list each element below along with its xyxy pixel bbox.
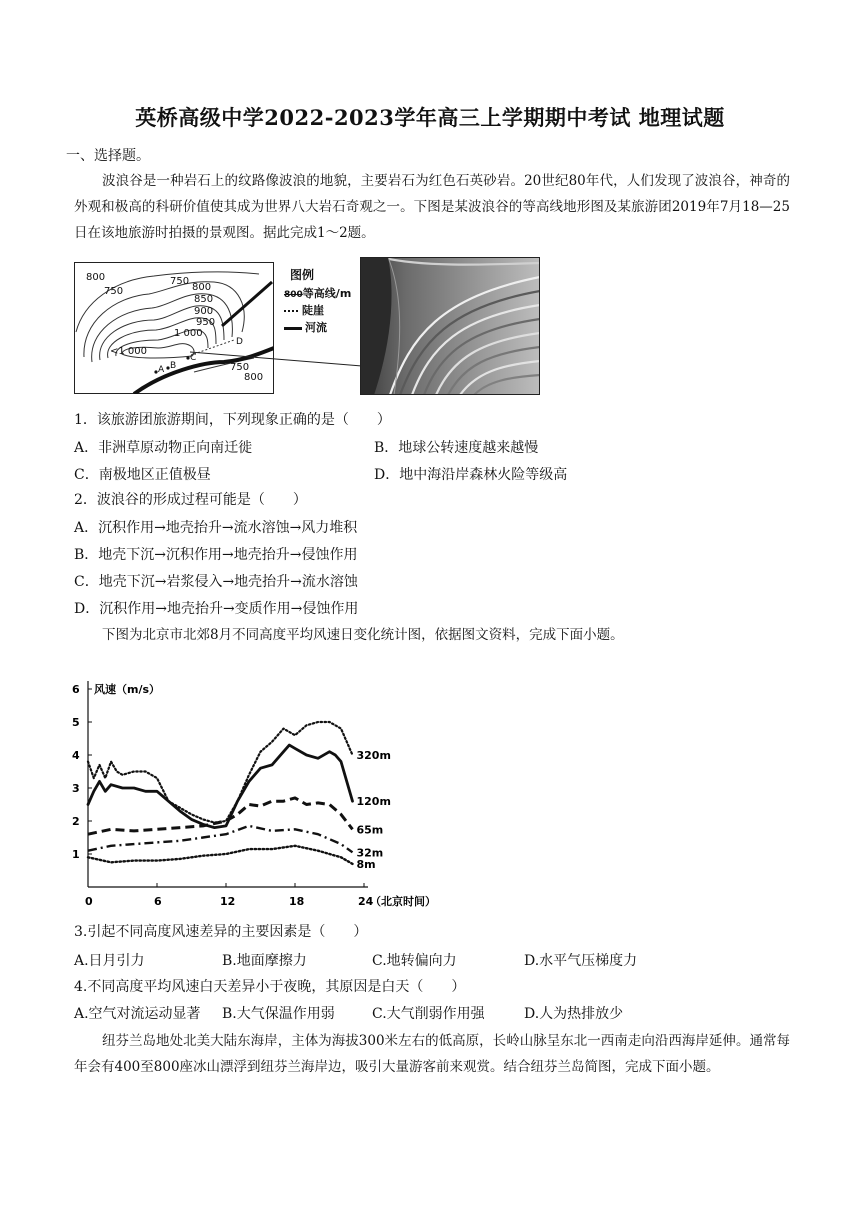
x-tick-label-6: 6 [154, 895, 162, 908]
y-tick-label-6: 6 [72, 683, 80, 696]
contour-label-850: 850 [194, 294, 214, 305]
q4-option-a[interactable]: A.空气对流运动显著 [74, 1006, 201, 1022]
y-tick-label-2: 2 [72, 815, 80, 828]
point-label-a: A [158, 365, 165, 375]
contour-label-lt1000: <1 000 [110, 346, 148, 357]
legend-contour: 800等高线/m [284, 287, 352, 300]
intro-paragraph-3: 纽芬兰岛地处北美大陆东海岸，主体为海拔300米左右的低高原，长岭山脉呈东北一西南走向沿西海岸延伸。通常每年会有400至800座冰山漂浮到纽芬兰海岸边，吸引大量游客前来观赏。结合纽芬兰岛简图，完成下面小题。 [74, 1033, 790, 1075]
contour-label-800c: 800 [244, 372, 264, 383]
series-line-320m [88, 722, 353, 823]
landscape-photo [360, 257, 540, 395]
x-tick-label-12: 12 [220, 895, 236, 908]
chart-series [88, 722, 353, 864]
question-3-stem: 3.引起不同高度风速差异的主要因素是（ ） [74, 924, 368, 940]
y-tick-label-1: 1 [72, 848, 80, 861]
series-line-32m [88, 826, 353, 852]
contour-label-900: 900 [194, 306, 214, 317]
contour-label-800b: 800 [192, 282, 212, 293]
point-label-c: C [190, 353, 197, 363]
q2-option-c[interactable]: C．地壳下沉→岩浆侵入→地壳抬升→流水溶蚀 [74, 574, 358, 590]
contour-label-800a: 800 [86, 272, 106, 283]
point-label-d: D [236, 337, 243, 347]
question-1-stem: 1．该旅游团旅游期间，下列现象正确的是（ ） [74, 412, 391, 428]
contour-label-1000: 1 000 [174, 328, 203, 339]
series-label-8m: 8m [356, 857, 376, 871]
q1-option-c[interactable]: C．南极地区正值极昼 [74, 467, 211, 483]
series-line-8m [88, 846, 353, 864]
q3-option-c[interactable]: C.地转偏向力 [372, 953, 457, 969]
section-heading: 一、选择题。 [66, 148, 150, 164]
q4-option-c[interactable]: C.大气削弱作用强 [372, 1006, 485, 1022]
x-tick-label-18: 18 [289, 895, 305, 908]
cliff-symbol-icon [284, 310, 298, 312]
q2-option-a[interactable]: A．沉积作用→地壳抬升→流水溶蚀→风力堆积 [74, 520, 358, 536]
q2-option-d[interactable]: D．沉积作用→地壳抬升→变质作用→侵蚀作用 [74, 601, 359, 617]
contour-label-950: 950 [196, 317, 216, 328]
series-line-120m [88, 745, 353, 828]
map-legend [284, 266, 360, 346]
point-label-b: B [170, 361, 177, 371]
y-tick-label-5: 5 [72, 716, 80, 729]
q3-option-b[interactable]: B.地面摩擦力 [222, 953, 307, 969]
legend-cliff: 陡崖 [284, 302, 360, 318]
series-line-65m [88, 798, 353, 834]
series-label-320m: 320m [356, 749, 391, 762]
legend-river: 河流 [284, 319, 360, 335]
intro-paragraph-2: 下图为北京市北郊8月不同高度平均风速日变化统计图，依据图文资料，完成下面小题。 [102, 627, 624, 643]
y-tick-label-4: 4 [72, 749, 80, 762]
chart-axes [88, 681, 368, 887]
x-tick-label-24: 24 [358, 895, 374, 908]
pointer-line [180, 340, 370, 380]
series-label-65m: 65m [356, 823, 384, 837]
q1-option-d[interactable]: D．地中海沿岸森林火险等级高 [374, 467, 568, 483]
intro-paragraph-1: 波浪谷是一种岩石上的纹路像波浪的地貌，主要岩石为红色石英砂岩。20世纪80年代，人们发现了波浪谷，神奇的外观和极高的科研价值使其成为世界八大岩石奇观之一。下图是某波浪谷的等高线地形图及某旅游团2019年7月18—25日在该地旅游时拍摄的景观图。据此完成1～2题。 [74, 173, 790, 241]
legend-title: 图例 [290, 268, 315, 282]
question-2-stem: 2．波浪谷的形成过程可能是（ ） [74, 492, 307, 508]
q1-option-b[interactable]: B．地球公转速度越来越慢 [374, 440, 539, 456]
x-axis-label: （北京时间） [370, 895, 436, 908]
y-axis-label: 风速（m/s） [94, 683, 161, 696]
contour-label-750b: 750 [170, 276, 190, 287]
contour-label-750c: 750 [230, 362, 250, 373]
contour-label-750a: 750 [104, 286, 124, 297]
series-label-32m: 32m [356, 846, 384, 860]
river-symbol-icon [284, 327, 302, 330]
q2-option-b[interactable]: B．地壳下沉→沉积作用→地壳抬升→侵蚀作用 [74, 547, 358, 563]
y-tick-label-3: 3 [72, 782, 80, 795]
x-tick-label-0: 0 [85, 895, 93, 908]
q1-option-a[interactable]: A．非洲草原动物正向南迁徙 [74, 440, 253, 456]
wind-speed-chart [58, 655, 448, 915]
q3-option-a[interactable]: A.日月引力 [74, 953, 145, 969]
q4-option-b[interactable]: B.大气保温作用弱 [222, 1006, 335, 1022]
question-4-stem: 4.不同高度平均风速白天差异小于夜晚，其原因是白天（ ） [74, 979, 466, 995]
q3-option-d[interactable]: D.水平气压梯度力 [524, 953, 638, 969]
chart-labels [72, 682, 436, 908]
legend-contour-value: 800 [284, 290, 303, 300]
page-title: 英桥高级中学2022-2023学年高三上学期期中考试 地理试题 [135, 105, 725, 130]
series-label-120m: 120m [356, 795, 391, 809]
q4-option-d[interactable]: D.人为热排放少 [524, 1006, 624, 1022]
